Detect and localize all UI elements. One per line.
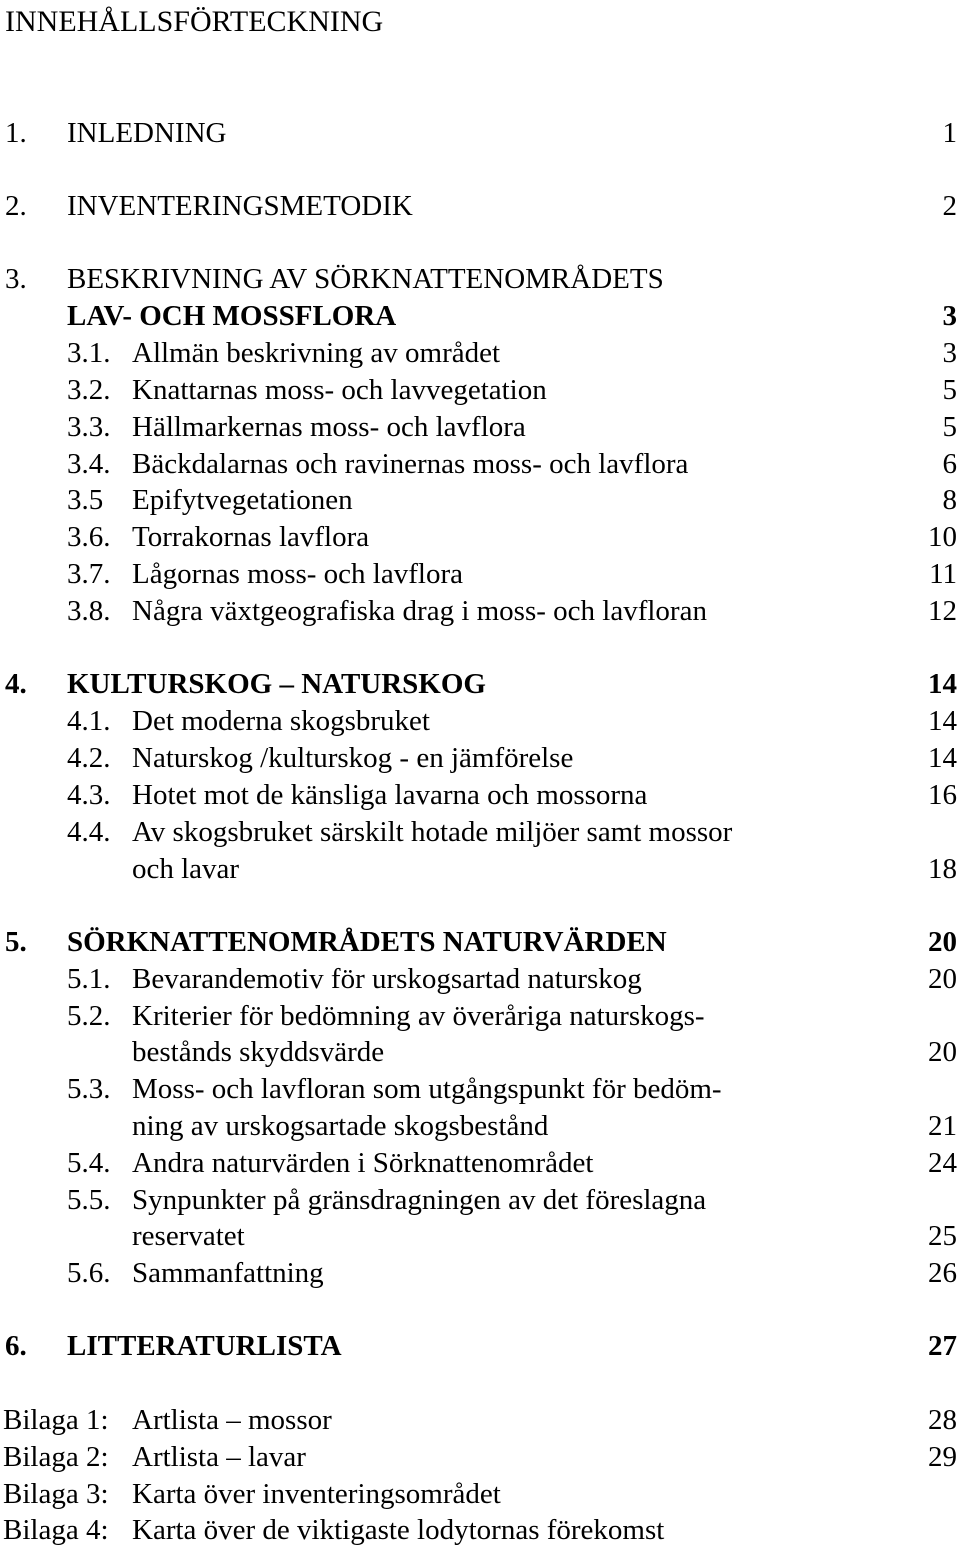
entry-page: 8 <box>942 484 957 516</box>
entry-label: KULTURSKOG – NATURSKOG <box>67 668 486 700</box>
entry-number: 3.1. <box>67 337 111 369</box>
appendix-label: Artlista – lavar <box>132 1441 306 1473</box>
entry-number: 6. <box>5 1330 27 1362</box>
entry-page: 2 <box>942 190 957 222</box>
toc-subentry <box>0 593 960 630</box>
entry-number: 3.7. <box>67 558 111 590</box>
toc-entry <box>0 666 960 703</box>
entry-number: 5.4. <box>67 1147 111 1179</box>
appendix-page: 29 <box>928 1441 957 1473</box>
toc-subentry <box>0 556 960 593</box>
entry-page: 3 <box>942 337 957 369</box>
entry-number: 3.8. <box>67 595 111 627</box>
entry-number: 3.3. <box>67 411 111 443</box>
entry-number: 4. <box>5 668 27 700</box>
entry-label: Knattarnas moss- och lavvegetation <box>132 374 547 406</box>
toc-subentry <box>0 446 960 483</box>
entry-label: LAV- OCH MOSSFLORA <box>67 300 397 332</box>
appendix-number: Bilaga 3: <box>3 1478 109 1510</box>
entry-number: 5. <box>5 926 27 958</box>
entry-page: 26 <box>928 1257 957 1289</box>
appendix-entry <box>0 1439 960 1476</box>
entry-label: SÖRKNATTENOMRÅDETS NATURVÄRDEN <box>67 926 667 958</box>
entry-number: 5.2. <box>67 1000 111 1032</box>
entry-number: 5.3. <box>67 1073 111 1105</box>
toc-title: INNEHÅLLSFÖRTECKNING <box>5 5 384 38</box>
toc-subentry-continuation <box>0 1034 960 1071</box>
toc-subentry <box>0 1182 960 1219</box>
entry-page: 14 <box>928 705 957 737</box>
appendix-entry <box>0 1402 960 1439</box>
entry-page: 6 <box>942 448 957 480</box>
entry-number: 3.2. <box>67 374 111 406</box>
entry-page: 14 <box>928 668 957 700</box>
entry-page: 27 <box>928 1330 957 1362</box>
entry-label: Andra naturvärden i Sörknattenområdet <box>132 1147 594 1179</box>
entry-page: 21 <box>928 1110 957 1142</box>
entry-number: 4.4. <box>67 816 111 848</box>
toc-subentry <box>0 814 960 851</box>
toc-subentry <box>0 740 960 777</box>
toc-entry <box>0 261 960 298</box>
entry-number: 3.6. <box>67 521 111 553</box>
entry-number: 2. <box>5 190 27 222</box>
entry-page: 16 <box>928 779 957 811</box>
toc-subentry <box>0 961 960 998</box>
entry-label: Allmän beskrivning av området <box>132 337 501 369</box>
appendix-label: Karta över inventeringsområdet <box>132 1478 501 1510</box>
entry-number: 4.3. <box>67 779 111 811</box>
toc-entry-continuation <box>0 298 960 335</box>
entry-label: reservatet <box>132 1220 245 1252</box>
entry-page: 20 <box>928 963 957 995</box>
entry-label: BESKRIVNING AV SÖRKNATTENOMRÅDETS <box>67 263 664 295</box>
entry-label: Naturskog /kulturskog - en jämförelse <box>132 742 574 774</box>
toc-subentry-continuation <box>0 1218 960 1255</box>
appendix-entry <box>0 1512 960 1549</box>
toc-subentry-continuation <box>0 1108 960 1145</box>
entry-label: Epifytvegetationen <box>132 484 353 516</box>
entry-label: Bäckdalarnas och ravinernas moss- och lavflora <box>132 448 689 480</box>
entry-page: 1 <box>942 117 957 149</box>
toc-entry <box>0 115 960 152</box>
entry-number: 4.2. <box>67 742 111 774</box>
toc-subentry <box>0 335 960 372</box>
entry-label: Bevarandemotiv för urskogsartad naturskog <box>132 963 642 995</box>
entry-number: 3. <box>5 263 27 295</box>
entry-page: 12 <box>928 595 957 627</box>
toc-entry <box>0 924 960 961</box>
entry-label: INLEDNING <box>67 117 227 149</box>
entry-number: 3.4. <box>67 448 111 480</box>
entry-label: Synpunkter på gränsdragningen av det föreslagna <box>132 1184 707 1216</box>
entry-page: 24 <box>928 1147 957 1179</box>
entry-label: Det moderna skogsbruket <box>132 705 430 737</box>
toc-subentry <box>0 1255 960 1292</box>
toc-subentry <box>0 998 960 1035</box>
entry-page: 10 <box>928 521 957 553</box>
toc-subentry <box>0 372 960 409</box>
entry-label: Kriterier för bedömning av överåriga naturskogs- <box>132 1000 705 1032</box>
entry-number: 5.1. <box>67 963 111 995</box>
entry-page: 14 <box>928 742 957 774</box>
toc-subentry <box>0 1145 960 1182</box>
entry-page: 11 <box>929 558 957 590</box>
entry-label: Sammanfattning <box>132 1257 324 1289</box>
entry-label: Torrakornas lavflora <box>132 521 370 553</box>
entry-label: LITTERATURLISTA <box>67 1330 342 1362</box>
toc-entry <box>0 188 960 225</box>
entry-page: 20 <box>928 926 957 958</box>
appendix-label: Artlista – mossor <box>132 1404 332 1436</box>
entry-label: Några växtgeografiska drag i moss- och lavfloran <box>132 595 707 627</box>
entry-label: Hotet mot de känsliga lavarna och mossorna <box>132 779 648 811</box>
entry-page: 18 <box>928 853 957 885</box>
entry-page: 5 <box>942 374 957 406</box>
toc-subentry <box>0 519 960 556</box>
entry-page: 3 <box>942 300 957 332</box>
entry-label: Lågornas moss- och lavflora <box>132 558 463 590</box>
entry-number: 5.6. <box>67 1257 111 1289</box>
entry-label: INVENTERINGSMETODIK <box>67 190 413 222</box>
entry-page: 25 <box>928 1220 957 1252</box>
entry-number: 4.1. <box>67 705 111 737</box>
appendix-entry <box>0 1476 960 1513</box>
appendix-number: Bilaga 1: <box>3 1404 109 1436</box>
entry-label: Av skogsbruket särskilt hotade miljöer samt mossor <box>132 816 733 848</box>
appendix-page: 28 <box>928 1404 957 1436</box>
entry-number: 5.5. <box>67 1184 111 1216</box>
entry-label: Moss- och lavfloran som utgångspunkt för bedöm- <box>132 1073 722 1105</box>
entry-label: bestånds skyddsvärde <box>132 1036 385 1068</box>
entry-number: 1. <box>5 117 27 149</box>
toc-subentry <box>0 482 960 519</box>
entry-label: ning av urskogsartade skogsbestånd <box>132 1110 549 1142</box>
toc-subentry <box>0 1071 960 1108</box>
entry-number: 3.5 <box>67 484 104 516</box>
appendix-number: Bilaga 4: <box>3 1514 109 1546</box>
appendix-number: Bilaga 2: <box>3 1441 109 1473</box>
toc-subentry <box>0 703 960 740</box>
entry-page: 5 <box>942 411 957 443</box>
entry-label: och lavar <box>132 853 240 885</box>
toc-entry <box>0 1328 960 1365</box>
appendix-label: Karta över de viktigaste lodytornas förekomst <box>132 1514 665 1546</box>
entry-page: 20 <box>928 1036 957 1068</box>
toc-subentry-continuation <box>0 851 960 888</box>
entry-label: Hällmarkernas moss- och lavflora <box>132 411 526 443</box>
toc-subentry <box>0 777 960 814</box>
toc-subentry <box>0 409 960 446</box>
